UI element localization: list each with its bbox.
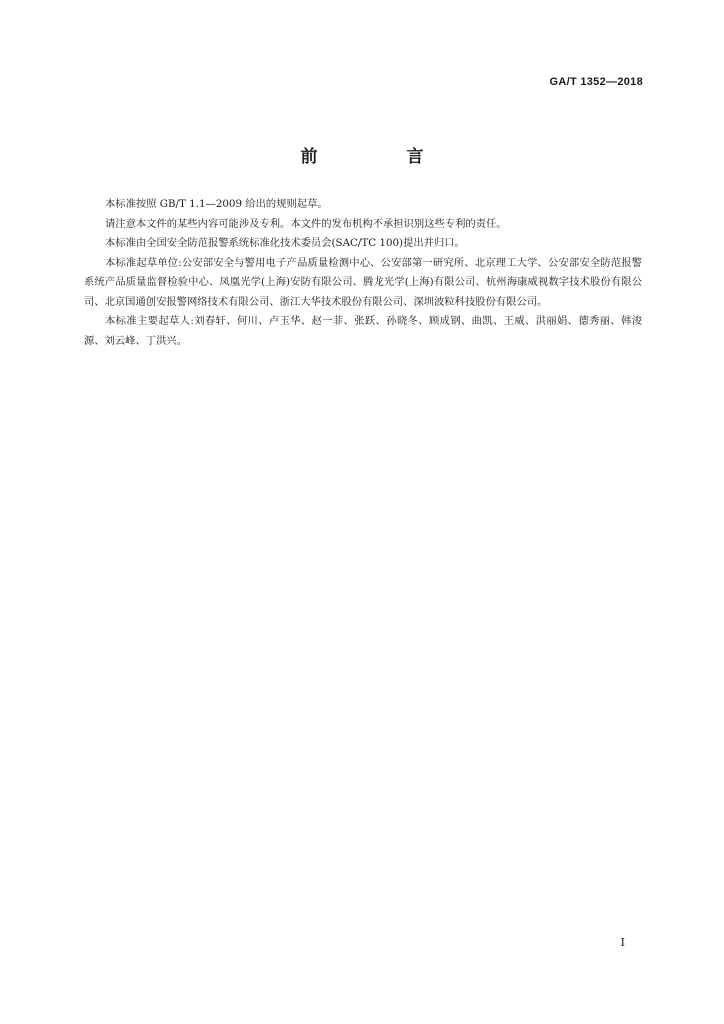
page-number: I — [620, 936, 625, 949]
paragraph-patent-notice: 请注意本文件的某些内容可能涉及专利。本文件的发布机构不承担识别这些专利的责任。 — [105, 217, 507, 230]
paragraph-proposer: 本标准由全国安全防范报警系统标准化技术委员会(SAC/TC 100)提出并归口。 — [105, 237, 465, 249]
page-title: 前 言 — [300, 147, 460, 167]
paragraph-drafting-rules: 本标准按照 GB/T 1.1—2009 给出的规则起草。 — [105, 198, 328, 210]
body-text — [84, 195, 642, 351]
standard-code: GA/T 1352—2018 — [549, 76, 643, 88]
paragraph-drafting-units: 本标准起草单位:公安部安全与警用电子产品质量检测中心、公安部第一研究所、北京理工大学、公安部安全防范报警系统产品质量监督检验中心、凤凰光学(上海)安防有限公司、腾龙光学(上海)有限公司、杭州海康威视数字技术股份有限公司、北京国通创安报警网络技术有限公司、浙江大华技术股份有限公司、深圳波粒科技股份有限公司。 — [84, 256, 642, 308]
paragraph-drafters: 本标准主要起草人:刘春轩、何川、卢玉华、赵一菲、张跃、孙晓冬、顾成钢、曲凯、王威、洪丽娟、德秀丽、韩浚源、刘云峰、丁洪兴。 — [84, 315, 642, 347]
